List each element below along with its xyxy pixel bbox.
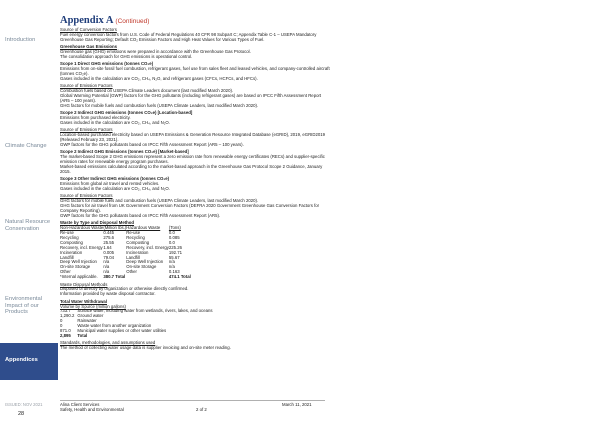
- issued-date: ISSUED: NOV 2021: [5, 402, 43, 407]
- cell: 2,895: [60, 332, 71, 338]
- section-heading: Source of Emission Factors: [60, 127, 113, 133]
- title-continued: (Continued): [115, 18, 150, 25]
- sidebar-item-environmental-impact[interactable]: Environmental Impact of our Products: [5, 296, 43, 316]
- cell: 1.64: [103, 244, 112, 250]
- cell: Deep Well Injection: [126, 259, 164, 265]
- paragraph: Emissions from on-site fossil fuel combustion, refrigerant gases, fuel use from sales fleet and leased vehicles, and company-controlled aircraft (tonnes CO₂e).: [60, 66, 330, 77]
- sidebar: [0, 0, 58, 425]
- footer-date: March 11, 2021: [282, 402, 312, 407]
- header-cell: Non-Hazardous Waste: [60, 225, 104, 231]
- sidebar-item-climate-change[interactable]: Climate Change: [5, 143, 47, 149]
- cell: Re-use: [126, 230, 141, 236]
- cell: Recovery, incl. Energy: [126, 244, 169, 250]
- footer-company: [60, 402, 124, 412]
- cell: On-site Storage: [126, 264, 157, 270]
- paragraph: GWP factors for the GHG pollutants based on IPCC Fifth Assessment Report (AR5 – 100 years).: [60, 141, 244, 147]
- sidebar-item-introduction[interactable]: Introduction: [5, 37, 36, 43]
- cell: 0: [60, 318, 63, 324]
- section-subheading: Volume by Source (million gallons): [60, 303, 126, 309]
- paragraph: Information provided by waste disposal contractor.: [60, 291, 156, 297]
- cell: Recycling: [126, 234, 145, 240]
- cell: 0.0: [168, 239, 175, 245]
- paragraph: Emissions from global air travel and rented vehicles.: [60, 181, 160, 187]
- section-heading: Scope 2 Indirect GHG Emissions (tonnes CO₂e) [Market-based]: [60, 149, 189, 155]
- cell: 25.55: [103, 239, 115, 245]
- page-number: 28: [18, 411, 25, 417]
- paragraph: GWP factors for the GHG pollutants based on IPCC Fifth Assessment Report (AR5).: [60, 212, 221, 218]
- cell: On-site Storage: [60, 264, 91, 270]
- cell: Incineration: [60, 249, 83, 255]
- paragraph: Gases included in the calculation are CO₂, CH₄, N₂O, and refrigerant gases (CFCs, HCFCs, and HFCs).: [60, 75, 258, 81]
- footer-divider: [60, 400, 325, 401]
- cell: 0.445: [103, 230, 115, 236]
- cell: Landfill: [126, 254, 140, 260]
- paragraph: The method of collecting water usage data is supplier invoicing and on-site meter reading.: [60, 345, 231, 351]
- cell: 1,290.2: [60, 313, 75, 319]
- cell: n/a: [103, 259, 110, 265]
- cell: Ground water: [77, 313, 104, 319]
- cell: n/a: [168, 264, 175, 270]
- cell: 225.26: [168, 244, 183, 250]
- cell: n/a: [168, 259, 175, 265]
- header-cell: (Tons): [168, 225, 181, 231]
- cell: Total: [77, 332, 88, 338]
- cell: 0.005: [103, 249, 115, 255]
- section-heading: Total Water Withdrawal: [60, 298, 107, 304]
- cell: Other: [60, 269, 71, 275]
- footer-page-count: 2 of 2: [196, 407, 207, 412]
- content-body: [60, 28, 332, 351]
- paragraph: Location-based purchased electricity based on USEPA Emissions & Generation Resource Integrated Database (eGRID), 2019, eGRID2019 (Released February 23, 2021).: [60, 132, 326, 143]
- cell: 0.0: [168, 230, 175, 236]
- cell: Surface water, including water from wetlands, rivers, lakes, and oceans: [77, 308, 213, 314]
- cell: 192.71: [168, 249, 183, 255]
- footer-company-name: Alina Client Services: [60, 402, 100, 407]
- section-heading: Source of Emission Factors: [60, 193, 113, 199]
- cell: 0.163: [168, 269, 180, 275]
- paragraph: Gases included in the calculation are CO₂, CH₄, and N₂O.: [60, 119, 170, 125]
- section-heading: Source of Emission Factors: [60, 83, 113, 89]
- cell: 275.6: [103, 234, 115, 240]
- section-heading: Waste by Type and Disposal Method: [60, 220, 135, 226]
- paragraph: GHG factors for air travel from UK Government Conversion Factors (DEFRA 2020 Government Greenhouse Gas Conversion Factors for Company Reporting).: [60, 203, 320, 214]
- cell: Composting: [126, 239, 150, 245]
- cell: Composting: [60, 239, 83, 245]
- section-heading: Scope 3 Other Indirect GHG emissions (tonnes CO₂e): [60, 176, 170, 182]
- page-title: [60, 15, 149, 26]
- waste-table: [60, 226, 191, 280]
- sidebar-item-natural-resource-conservation[interactable]: Natural Resource Conservation: [5, 219, 51, 232]
- cell: n/a: [103, 269, 110, 275]
- cell: 380.7 Total: [103, 274, 126, 280]
- cell: Re-use: [60, 230, 74, 236]
- paragraph: Global Warming Potential (GWP) factors for the GHG pollutants (including refrigerant gases) are based on IPCC Fifth Assessment Report (AR5 – 100 years).: [60, 93, 322, 103]
- paragraph: GHG factors for mobile fuels and combustion fuels (USEPA Climate Leaders, last modified March 2020).: [60, 198, 259, 204]
- cell: Deep Well Injection: [60, 259, 97, 265]
- cell: Incineration: [126, 249, 149, 255]
- paragraph: Market-based emissions calculated according to the market-based approach in the Greenhouse Gas Protocol Scope 2 Guidance, January 2015.: [60, 164, 323, 174]
- footer-department: Safety, Health and Environmental: [60, 407, 124, 413]
- paragraph: Fuel energy conversion factors from U.S. Code of Federal Regulations 40 CFR 98 Subpart C; Appendix Table C-1 – USEPA Mandatory Greenhouse Gas Reporting; Default CO₂ Emission Factors and High Heat Values for Various Types of Fuel.: [60, 31, 317, 42]
- cell: 474.1 Total: [168, 274, 191, 280]
- cell: 0.085: [168, 234, 180, 240]
- paragraph: Disposed of directly by organization or otherwise directly confirmed.: [60, 286, 189, 292]
- cell: n/a: [103, 264, 110, 270]
- cell: 871.0: [60, 328, 71, 334]
- header-cell: (Million lbs.): [103, 225, 127, 231]
- cell: *Internal applicable.: [60, 274, 98, 280]
- paragraph: Gases included in the calculation are CO₂, CH₄, and N₂O.: [60, 186, 170, 192]
- paragraph: Combustion fuels based on USEPA Climate Leaders document (last modified March 2020).: [60, 88, 234, 94]
- cell: Other: [126, 269, 137, 275]
- paragraph: The market-based Scope 2 GHG emissions represent a zero emission rate from renewable energy certificates (RECs) and supplier-specific emission rates for renewable energy program purchases.: [60, 154, 325, 165]
- water-table: [60, 309, 216, 338]
- cell: Municipal water supplies or other water utilities: [77, 328, 167, 334]
- section-heading: Standards, methodologies, and assumptions used: [60, 340, 156, 346]
- paragraph: Emissions from purchased electricity.: [60, 115, 131, 121]
- cell: Waste water from another organization: [77, 323, 152, 329]
- cell: Recovery, incl. Energy: [60, 244, 103, 250]
- section-heading: Scope 2 Indirect GHG emissions (tonnes CO₂e) [Location-based]: [60, 110, 193, 116]
- cell: 79.04: [103, 254, 115, 260]
- paragraph: GHG factors for mobile fuels and combustion fuels (USEPA Climate Leaders, last modified March 2020).: [60, 102, 259, 108]
- section-heading: Scope 1 Direct GHG emissions (tonnes CO₂e): [60, 61, 154, 67]
- section-heading: Waste Disposal Methods: [60, 281, 108, 287]
- header-cell: Hazardous Waste: [126, 225, 161, 231]
- cell: Landfill: [60, 254, 74, 260]
- paragraph: The consolidation approach for GHG emissions is operational control.: [60, 53, 193, 59]
- sidebar-item-appendices[interactable]: Appendices: [5, 357, 38, 363]
- section-heading: Greenhouse Gas Emissions: [60, 44, 118, 50]
- section-heading: Source of Conversion Factors: [60, 27, 117, 32]
- title-text: Appendix A: [60, 15, 114, 26]
- cell: Rainwater: [77, 318, 97, 324]
- cell: Recycling: [60, 234, 79, 240]
- cell: 0: [60, 323, 63, 329]
- paragraph: Greenhouse gas (GHG) emissions were prepared in accordance with the Greenhouse Gas Protocol.: [60, 49, 251, 55]
- cell: 55.67: [168, 254, 180, 260]
- cell: 733.7: [60, 308, 71, 314]
